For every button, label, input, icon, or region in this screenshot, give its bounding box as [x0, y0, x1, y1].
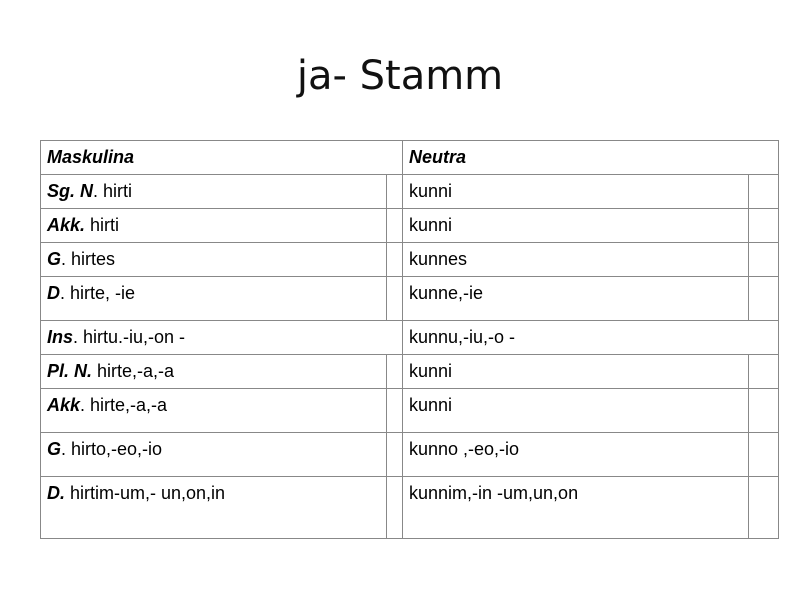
table-row: [41, 389, 779, 433]
neuter-cell: kunnim,-in -um,un,on: [403, 477, 749, 539]
masculine-cell: G. hirto,-eo,-io: [41, 433, 387, 477]
masculine-cell: D. hirte, -ie: [41, 277, 387, 321]
masculine-cell: Ins. hirtu.-iu,-on -: [41, 321, 403, 355]
neuter-cell: kunnes: [403, 243, 749, 277]
spacer-cell: [749, 477, 779, 539]
table-row: [41, 175, 779, 209]
header-row: [41, 141, 779, 175]
neuter-cell: kunne,-ie: [403, 277, 749, 321]
masculine-cell: Akk. hirte,-a,-a: [41, 389, 387, 433]
spacer-cell: [749, 389, 779, 433]
masculine-cell: Sg. N. hirti: [41, 175, 387, 209]
spacer-cell: [749, 433, 779, 477]
spacer-cell: [387, 277, 403, 321]
table-row: [41, 477, 779, 539]
table-row: [41, 277, 779, 321]
spacer-cell: [387, 175, 403, 209]
header-masculine: Maskulina: [41, 141, 403, 175]
table-row: [41, 209, 779, 243]
neuter-cell: kunni: [403, 209, 749, 243]
neuter-cell: kunni: [403, 175, 749, 209]
slide-title: ja- Stamm: [296, 53, 504, 99]
spacer-cell: [387, 389, 403, 433]
spacer-cell: [749, 355, 779, 389]
table-row: [41, 321, 779, 355]
table-row: [41, 355, 779, 389]
neuter-cell: kunni: [403, 389, 749, 433]
spacer-cell: [387, 433, 403, 477]
table-row: [41, 243, 779, 277]
masculine-cell: D. hirtim-um,- un,on,in: [41, 477, 387, 539]
neuter-cell: kunnu,-iu,-o -: [403, 321, 779, 355]
spacer-cell: [387, 477, 403, 539]
table-row: [41, 433, 779, 477]
spacer-cell: [387, 209, 403, 243]
spacer-cell: [387, 243, 403, 277]
neuter-cell: kunno ,-eo,-io: [403, 433, 749, 477]
header-neuter: Neutra: [403, 141, 779, 175]
spacer-cell: [749, 277, 779, 321]
declension-table: [40, 140, 779, 539]
spacer-cell: [749, 243, 779, 277]
spacer-cell: [749, 209, 779, 243]
masculine-cell: Pl. N. hirte,-a,-a: [41, 355, 387, 389]
masculine-cell: G. hirtes: [41, 243, 387, 277]
spacer-cell: [749, 175, 779, 209]
neuter-cell: kunni: [403, 355, 749, 389]
spacer-cell: [387, 355, 403, 389]
masculine-cell: Akk. hirti: [41, 209, 387, 243]
